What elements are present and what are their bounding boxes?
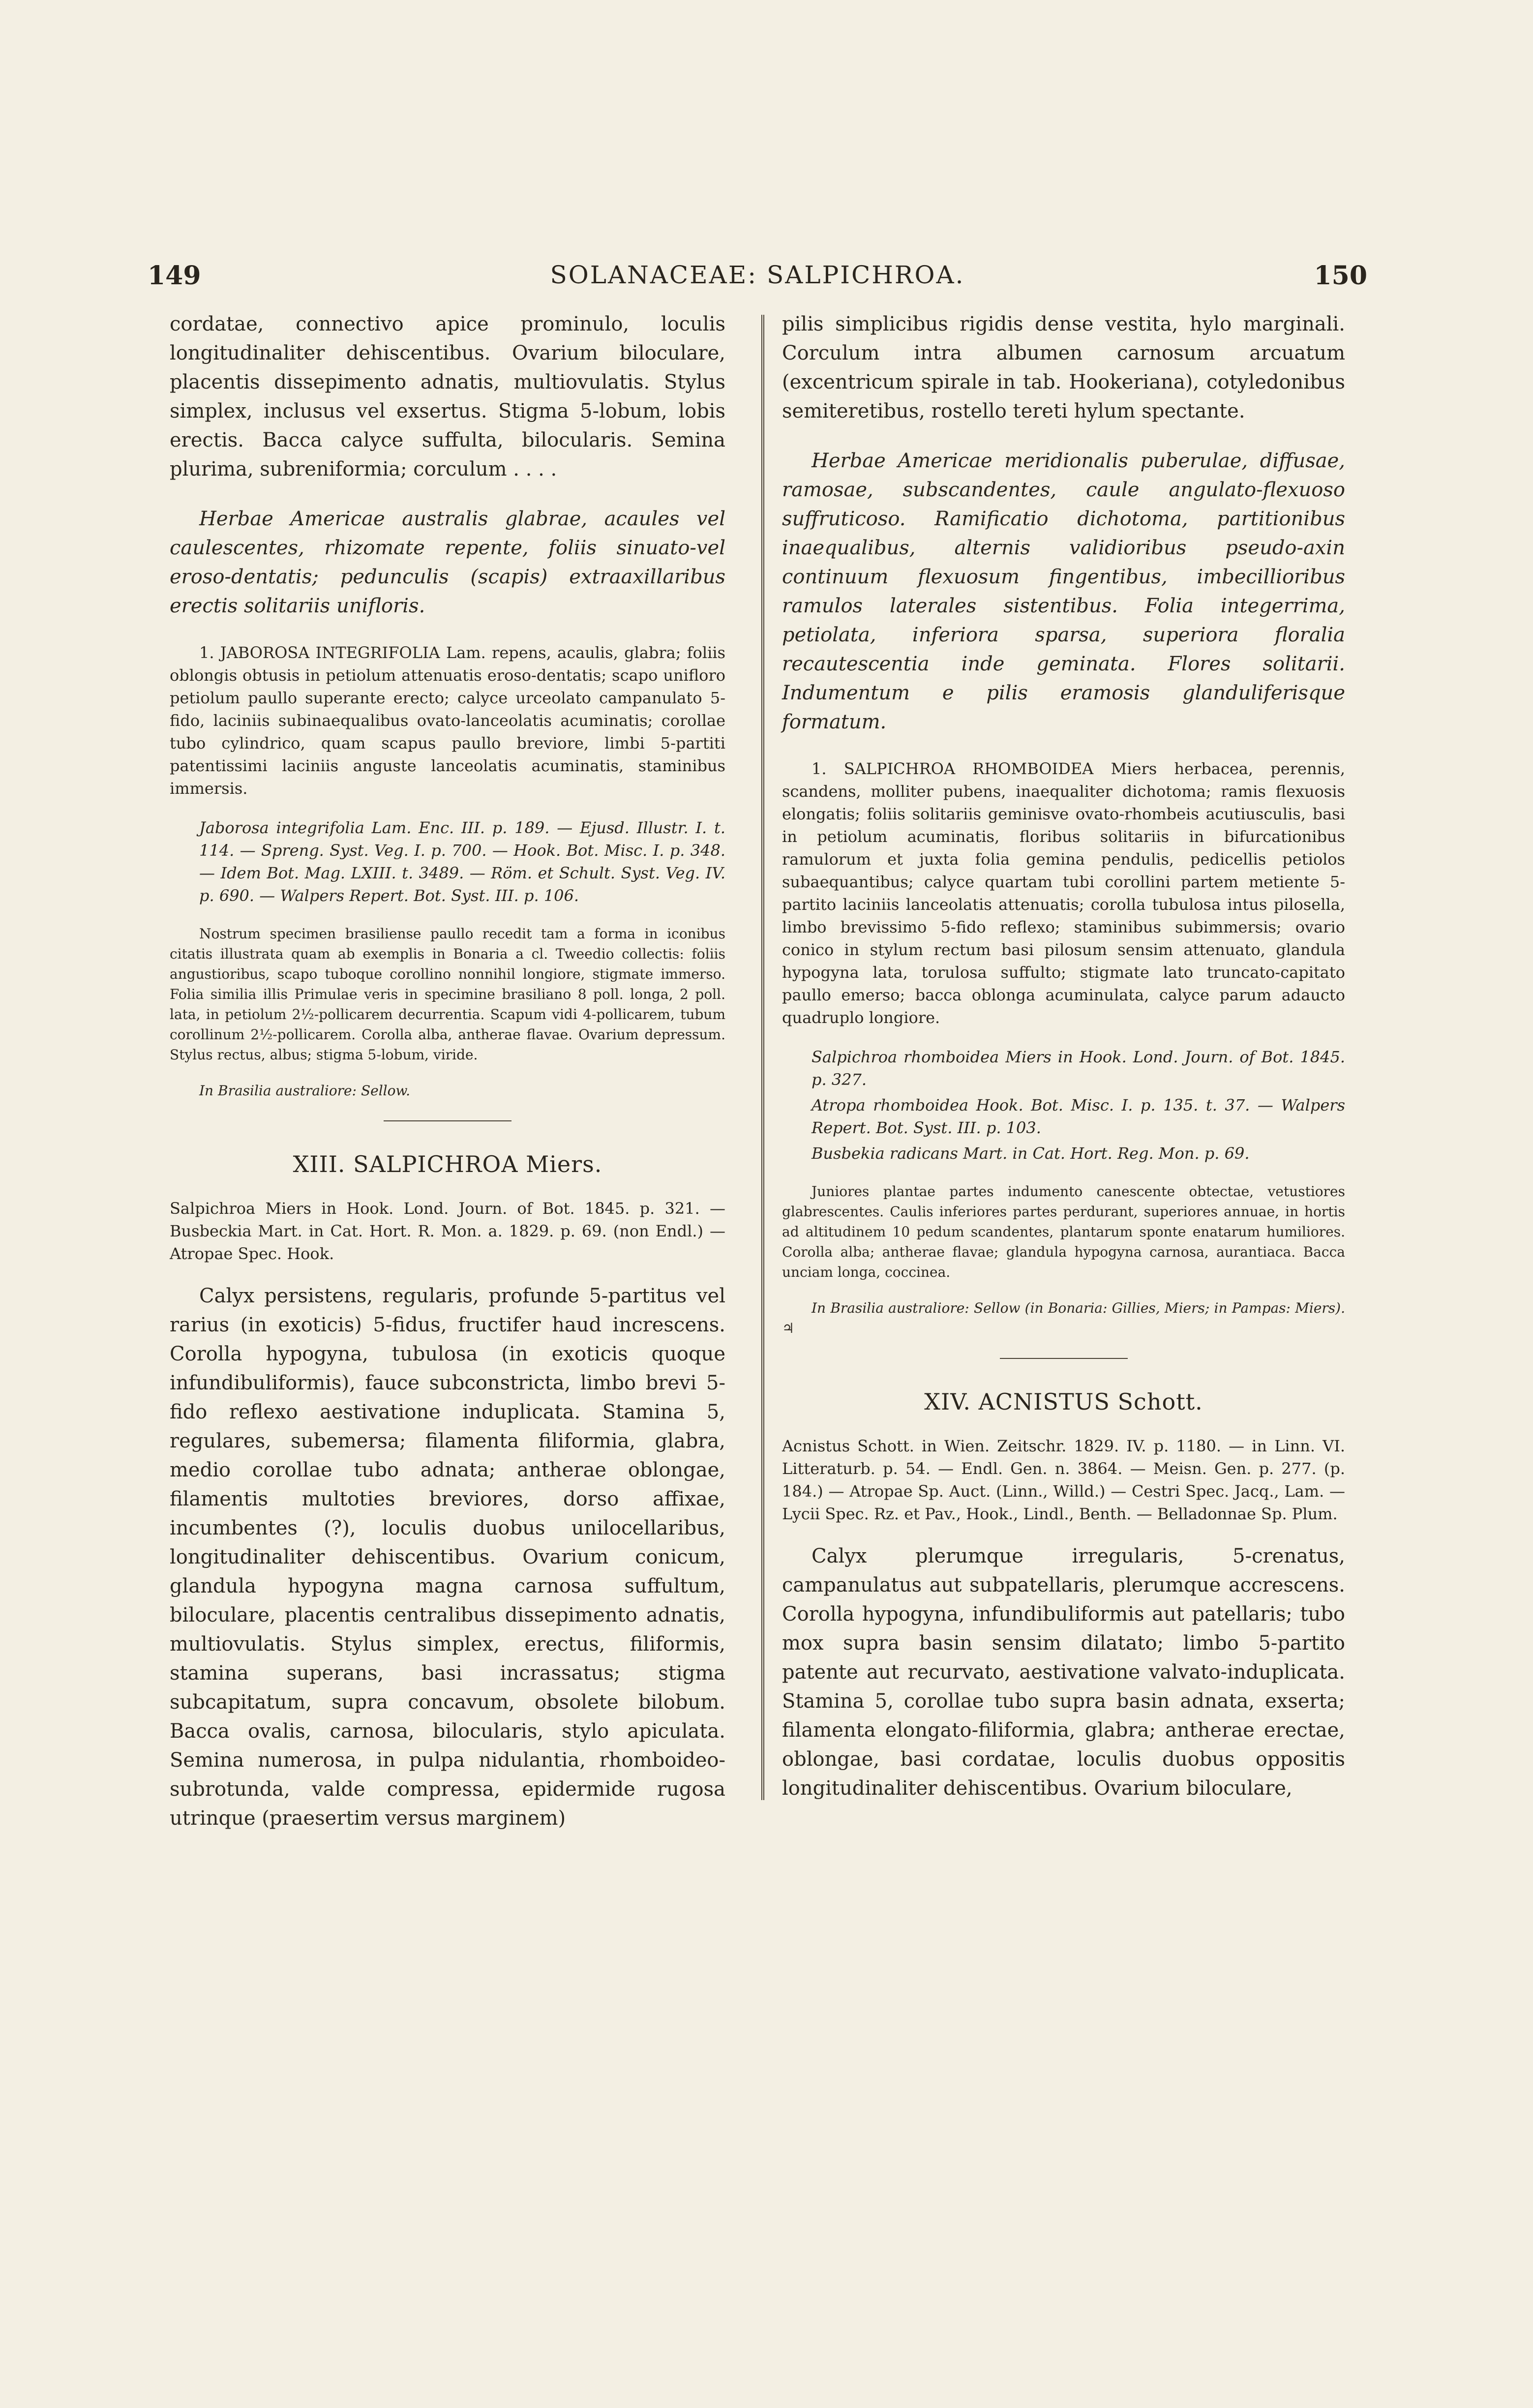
habit-description: Herbae Americae meridionalis puberulae, diffusae, ramosae, subscandentes, caule angulato-flexuoso suffruticoso. Ramificatio dichotoma, partitionibus inaequalibus, alternis validioribus pseudo-axin continuum flexuosum fingentibus, imbecillioribus ramulos laterales sistentibus. Folia integerrima, petiolata, inferiora sparsa, superiora floralia recautescentia inde geminata. Flores solitarii. Indumentum e pilis eramosis glanduliferisque formatum. (782, 450, 1345, 733)
species-citation: Busbekia radicans Mart. in Cat. Hort. Reg. Mon. p. 69. (812, 1144, 1250, 1163)
species-citation: Atropa rhomboidea Hook. Bot. Misc. I. p. 135. t. 37. — Walpers Repert. Bot. Syst. III. p. 103. (812, 1096, 1345, 1137)
page-number-right: 150 (1314, 261, 1367, 291)
genus-description: Calyx plerumque irregularis, 5-crenatus, campanulatus aut subpatellaris, plerumque accrescens. Corolla hypogyna, infundibuliformis aut patellaris; tubo mox supra basin sensim dilatato; limbo 5-partito patente aut recurvato, aestivatione valvato-induplicata. Stamina 5, corollae tubo supra basin adnata, exserta; filamenta elongato-filiformia, glabra; antherae erectae, oblongae, basi cordatae, loculis duobus oppositis longitudinaliter dehiscentibus. Ovarium biloculare, (782, 1545, 1345, 1800)
species-locality: In Brasilia australiore: Sellow. (199, 1083, 411, 1099)
left-column (170, 310, 725, 1854)
species-notes: Nostrum specimen brasiliense paullo recedit tam a forma in iconibus citatis illustrata quam ab exemplis in Bonaria a cl. Tweedio collectis: foliis angustioribus, scapo tuboque corollino nonnihil longiore, stigmate immerso. Folia similia illis Primulae veris in specimine brasiliano 8 poll. longa, 2 poll. lata, in petiolum 2½-pollicarem decurrentia. Scapum vidi 4-pollicarem, tubum corollinum 2½-pollicarem. Corolla alba, antherae flavae. Ovarium depressum. Stylus rectus, albus; stigma 5-lobum, viride. (170, 926, 725, 1063)
genus-description: Calyx persistens, regularis, profunde 5-partitus vel rarius (in exoticis) 5-fidus, fructifer haud increscens. Corolla hypogyna, tubulosa (in exoticis quoque infundibuliformis), fauce subconstricta, limbo brevi 5-fido reflexo aestivatione induplicata. Stamina 5, regulares, subemersa; filamenta filiformia, glabra, medio corollae tubo adnata; antherae oblongae, filamentis multoties breviores, dorso affixae, incumbentes (?), loculis duobus unilocellaribus, longitudinaliter dehiscentibus. Ovarium conicum, glandula hypogyna magna carnosa suffultum, biloculare, placentis centralibus dissepimento adnatis, multiovulatis. Stylus simplex, erectus, filiformis, stamina superans, basi incrassatus; stigma subcapitatum, supra concavum, obsolete bilobum. Bacca ovalis, carnosa, bilocularis, stylo apiculata. Semina numerosa, in pulpa nidulantia, rhomboideo-subrotunda, valde compressa, epidermide rugosa utrinque (praesertim versus marginem) (170, 1285, 725, 1830)
genus-description-end: cordatae, connectivo apice prominulo, loculis longitudinaliter dehiscentibus. Ovarium biloculare, placentis dissepimento adnatis, multiovulatis. Stylus simplex, inclusus vel exsertus. Stigma 5-lobum, lobis erectis. Bacca calyce suffulta, bilocularis. Semina plurima, subreniformia; corculum . . . . (170, 313, 725, 481)
section-rule (1000, 1358, 1128, 1359)
species-diagnosis: 1. JABOROSA INTEGRIFOLIA Lam. repens, acaulis, glabra; foliis oblongis obtusis in petiolum attenuatis eroso-dentatis; scapo unifloro petiolum paullo superante erecto; calyce urceolato campanulato 5-fido, laciniis subinaequalibus ovato-lanceolatis acuminatis; corollae tubo cylindrico, quam scapus paullo breviore, limbi 5-partiti patentissimi laciniis anguste lanceolatis acuminatis, staminibus immersis. (170, 643, 725, 798)
genus-heading: XIV. ACNISTUS Schott. (924, 1388, 1203, 1415)
section-rule (384, 1120, 511, 1121)
running-title: SOLANACEAE: SALPICHROA. (550, 261, 965, 289)
species-citation: Salpichroa rhomboidea Miers in Hook. Lond. Journ. of Bot. 1845. p. 327. (812, 1048, 1345, 1089)
genus-heading: XIII. SALPICHROA Miers. (293, 1151, 602, 1177)
species-diagnosis: 1. SALPICHROA RHOMBOIDEA Miers herbacea, perennis, scandens, molliter pubens, inaequaliter dichotoma; ramis flexuosis elongatis; foliis solitariis geminisve ovato-rhombeis acutiusculis, basi in petiolum acuminatis, floribus solitariis in bifurcationibus ramulorum et juxta folia gemina pendulis, pedicellis petiolos subaequantibus; calyce quartam tubi corollini partem metiente 5-partito laciniis lanceolatis attenuatis; corolla tubulosa intus pilosella, limbo brevissimo 5-fido reflexo; staminibus subimmersis; ovario conico in stylum rectum basi pilosum sensim attenuato, glandula hypogyna lata, torulosa suffulto; stigmate lato truncato-capitato paullo emerso; bacca oblonga acuminulata, calyce parum adaucto quadruplo longiore. (782, 759, 1345, 1027)
right-column (782, 310, 1345, 1824)
genus-synonymy: Salpichroa Miers in Hook. Lond. Journ. of Bot. 1845. p. 321. — Busbeckia Mart. in Cat. Hort. R. Mon. a. 1829. p. 69. (non Endl.) — Atropae Spec. Hook. (170, 1199, 725, 1263)
page-number-left: 149 (148, 261, 201, 291)
genus-description-cont: pilis simplicibus rigidis dense vestita, hylo marginali. Corculum intra albumen carnosum arcuatum (excentricum spirale in tab. Hookeriana), cotyledonibus semiteretibus, rostello tereti hylum spectante. (782, 313, 1345, 422)
page-header (148, 261, 1367, 305)
habit-description: Herbae Americae australis glabrae, acaules vel caulescentes, rhizomate repente, foliis sinuato-vel eroso-dentatis; pedunculis (scapis) extraaxillaribus erectis solitariis unifloris. (170, 508, 725, 617)
species-citations: Jaborosa integrifolia Lam. Enc. III. p. 189. — Ejusd. Illustr. I. t. 114. — Spreng. Syst. Veg. I. p. 700. — Hook. Bot. Misc. I. p. 348. — Idem Bot. Mag. LXIII. t. 3489. — Röm. et Schult. Syst. Veg. IV. p. 690. — Walpers Repert. Bot. Syst. III. p. 106. (199, 818, 725, 905)
species-notes: Juniores plantae partes indumento canescente obtectae, vetustiores glabrescentes. Caulis inferiores partes perdurant, superiores annuae, in hortis ad altitudinem 10 pedum scandentes, plantarum sponte enatarum humiliores. Corolla alba; antherae flavae; glandula hypogyna carnosa, aurantiaca. Bacca unciam longa, coccinea. (782, 1183, 1345, 1280)
genus-synonymy: Acnistus Schott. in Wien. Zeitschr. 1829. IV. p. 1180. — in Linn. VI. Litteraturb. p. 54. — Endl. Gen. n. 3864. — Meisn. Gen. p. 277. (p. 184.) — Atropae Sp. Auct. (Linn., Willd.) — Cestri Spec. Jacq., Lam. — Lycii Spec. Rz. et Pav., Hook., Lindl., Benth. — Belladonnae Sp. Plum. (782, 1437, 1345, 1523)
species-locality: In Brasilia australiore: Sellow (in Bonaria: Gillies, Miers; in Pampas: Miers). ♃ (782, 1300, 1345, 1336)
column-divider (761, 315, 764, 1800)
